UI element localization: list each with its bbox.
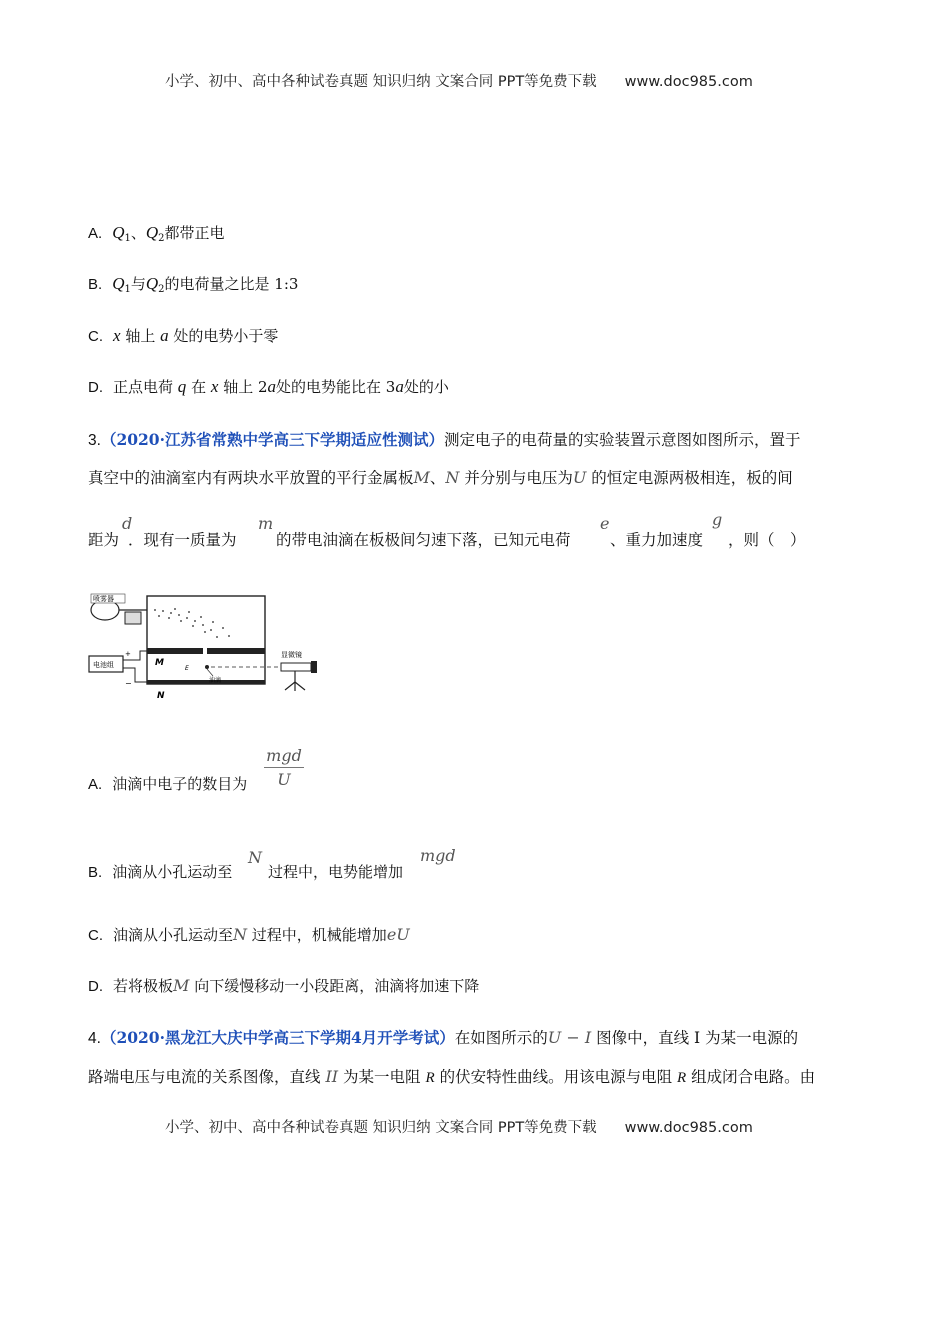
label-microscope: 显微镜: [281, 651, 302, 659]
footer-text: 小学、初中、高中各种试卷真题 知识归纳 文案合同 PPT等免费下载: [165, 1120, 597, 1136]
label-field: E: [185, 665, 189, 672]
q3-line3-d: 、重力加速度: [610, 531, 704, 549]
page-header: [165, 70, 753, 91]
page-footer: [165, 1116, 753, 1137]
header-text: 小学、初中、高中各种试卷真题 知识归纳 文案合同 PPT等免费下载: [165, 74, 597, 90]
q4-number: 4.: [88, 1030, 101, 1047]
q2-option-c: C. x 轴上 a 处的电势小于零: [88, 326, 279, 345]
label-plate-n: N: [157, 691, 165, 701]
q3-option-b-rest: 过程中，电势能增加: [268, 863, 404, 881]
q3-line3-c: 的带电油滴在板极间匀速下落，已知元电荷: [276, 531, 571, 549]
q2-option-d: D. 正点电荷 q 在 x 轴上 2a处的电势能比在 3a处的小: [88, 377, 449, 396]
label-minus: −: [125, 679, 132, 688]
q3-line3-b: ．现有一质量为: [128, 531, 237, 549]
q3-number: 3.: [88, 432, 101, 449]
q3-option-c: C. 油滴从小孔运动至N 过程中，机械能增加eU: [88, 925, 410, 944]
label-plate-m: M: [155, 658, 164, 668]
q3-line2: 真空中的油滴室内有两块水平放置的平行金属板M、N 并分别与电压为U 的恒定电源两极相连，板的间: [88, 468, 793, 487]
q3-line1: 3.（2020·江苏省常熟中学高三下学期适应性测试）测定电子的电荷量的实验装置示意图如图所示，置于: [88, 430, 801, 449]
q2-option-a: A. $Q_1$、$Q_2$都带正电: [88, 223, 225, 244]
q3-option-b-expr: mgd: [420, 846, 456, 865]
q4-source: （2020·黑龙江大庆中学高三下学期4月开学考试）: [100, 1028, 455, 1047]
q3-option-a: A. 油滴中电子的数目为: [88, 775, 248, 793]
q3-option-b: B. 油滴从小孔运动至: [88, 863, 233, 881]
q4-line1: 4.（2020·黑龙江大庆中学高三下学期4月开学考试）在如图所示的U − I 图像中，直线 I 为某一电源的: [88, 1028, 799, 1047]
label-battery: 电池组: [93, 661, 114, 669]
oil-drop-apparatus-figure: [85, 590, 330, 708]
label-sprayer: 喷雾器: [93, 595, 114, 603]
q3-var-g: g: [712, 510, 723, 529]
label-plus: +: [125, 650, 131, 658]
q3-var-d: d: [122, 514, 133, 533]
q3-source: （2020·江苏省常熟中学高三下学期适应性测试）: [100, 430, 444, 449]
q3-line3: 距为: [88, 531, 120, 549]
header-site-link[interactable]: www.doc985.com: [624, 74, 753, 90]
q3-line3-e: ，则（ ）: [728, 531, 806, 549]
q3-var-m: m: [258, 514, 274, 533]
q4-line2: 路端电压与电流的关系图像，直线 II 为某一电阻 R 的伏安特性曲线。用该电源与电阻 R 组成闭合电路。由: [88, 1067, 816, 1086]
q2-option-b: B. $Q_1$与$Q_2$的电荷量之比是 1:3: [88, 274, 299, 295]
q3-var-e: e: [600, 514, 610, 533]
footer-site-link[interactable]: www.doc985.com: [624, 1120, 753, 1136]
q3-option-b-var-n: N: [248, 848, 262, 867]
label-drop: 油滴: [209, 677, 222, 684]
q3-option-a-fraction: mgd U: [264, 746, 304, 789]
q3-option-d: D. 若将极板M 向下缓慢移动一小段距离，油滴将加速下降: [88, 976, 480, 995]
